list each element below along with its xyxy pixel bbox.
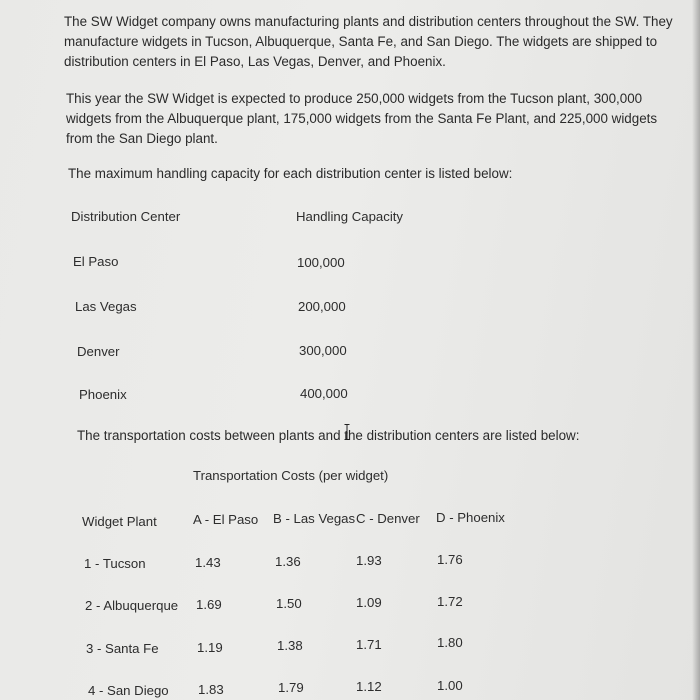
transport-header-phoenix: D - Phoenix xyxy=(436,510,505,525)
transport-row-plant: 4 - San Diego xyxy=(88,683,169,698)
transport-cost-cell: 1.09 xyxy=(356,595,382,610)
transport-cost-cell: 1.83 xyxy=(198,682,224,697)
capacity-row-value: 300,000 xyxy=(299,343,347,358)
capacity-row-value: 200,000 xyxy=(298,299,346,314)
transport-cost-cell: 1.76 xyxy=(437,552,463,567)
intro-paragraph-1: The SW Widget company owns manufacturing plants and distribution centers throughout the SW. They manufacture widgets in Tucson, Albuquerque, Santa Fe, and San Diego. The widgets are shipped to distribution centers in El Paso, Las Vegas, Denver, and Phoenix. xyxy=(64,14,673,69)
transport-header-denver: C - Denver xyxy=(356,511,420,526)
transport-intro: The transportation costs between plants and the distribution centers are listed below: xyxy=(77,428,580,443)
screen-edge-shadow xyxy=(692,0,700,700)
capacity-row-center: Las Vegas xyxy=(75,299,137,314)
transport-row-plant: 1 - Tucson xyxy=(84,556,146,571)
capacity-header-center: Distribution Center xyxy=(71,209,181,224)
transport-cost-cell: 1.19 xyxy=(197,640,223,655)
transport-header-las-vegas: B - Las Vegas xyxy=(273,511,356,526)
transport-cost-cell: 1.72 xyxy=(437,594,463,609)
capacity-header-capacity: Handling Capacity xyxy=(296,209,404,224)
transport-header-el-paso: A - El Paso xyxy=(193,512,259,527)
transport-cost-cell: 1.93 xyxy=(356,553,382,568)
capacity-intro: The maximum handling capacity for each distribution center is listed below: xyxy=(68,166,513,181)
transport-cost-cell: 1.38 xyxy=(277,638,303,653)
transport-cost-cell: 1.79 xyxy=(278,680,304,695)
transport-cost-cell: 1.50 xyxy=(276,596,302,611)
transport-cost-cell: 1.80 xyxy=(437,635,463,650)
transport-cost-cell: 1.12 xyxy=(356,679,382,694)
transport-header-plant: Widget Plant xyxy=(82,514,157,529)
transport-cost-cell: 1.43 xyxy=(195,555,221,570)
transport-row-plant: 2 - Albuquerque xyxy=(85,598,179,613)
capacity-row-value: 100,000 xyxy=(297,255,345,270)
capacity-row-center: El Paso xyxy=(73,254,119,269)
transport-cost-cell: 1.36 xyxy=(275,554,301,569)
capacity-row-center: Denver xyxy=(77,344,120,359)
intro-paragraph-2: This year the SW Widget is expected to produce 250,000 widgets from the Tucson plant, 300,000 widgets from the Albuquerque plant, 175,000 widgets from the Santa Fe Plant, and 225,000 widgets from the San Diego plant. xyxy=(66,91,658,146)
transport-cost-cell: 1.69 xyxy=(196,597,222,612)
transport-table-title: Transportation Costs (per widget) xyxy=(193,468,389,483)
capacity-row-value: 400,000 xyxy=(300,386,348,401)
capacity-row-center: Phoenix xyxy=(79,387,127,402)
transport-cost-cell: 1.00 xyxy=(437,678,463,693)
text-cursor-icon xyxy=(344,424,350,440)
transport-cost-cell: 1.71 xyxy=(356,637,382,652)
transport-row-plant: 3 - Santa Fe xyxy=(86,641,159,656)
